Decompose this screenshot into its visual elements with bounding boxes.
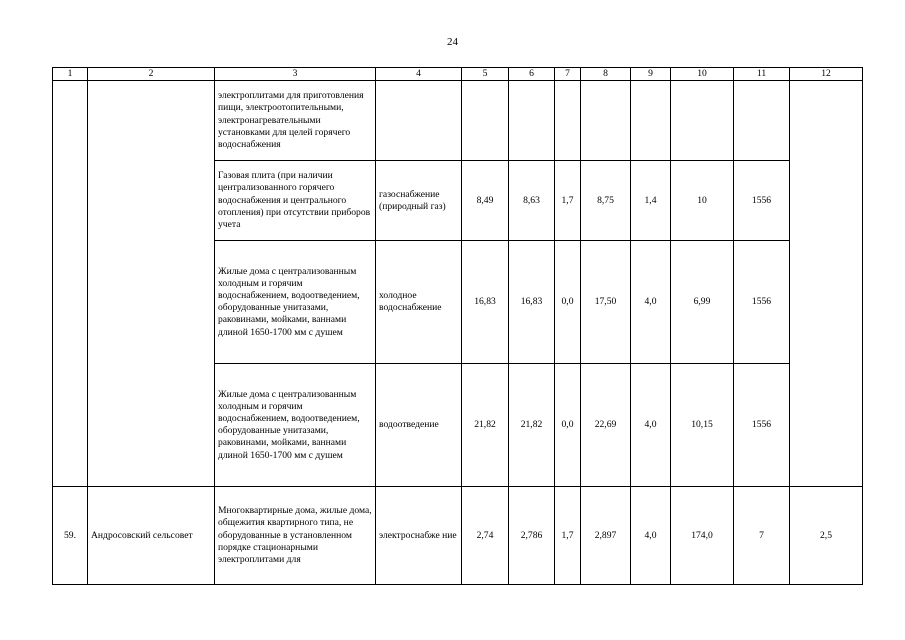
- table-row: [53, 81, 863, 161]
- header-cell: 11: [734, 68, 790, 81]
- resource-cell: холодное водоснабжение: [376, 241, 462, 364]
- value-cell: 22,69: [581, 364, 631, 487]
- value-cell: 4,0: [631, 487, 671, 585]
- header-cell: 5: [462, 68, 509, 81]
- header-cell: 8: [581, 68, 631, 81]
- value-cell: 21,82: [509, 364, 555, 487]
- value-cell: 1,7: [555, 161, 581, 241]
- value-cell: [581, 81, 631, 161]
- value-cell: 2,74: [462, 487, 509, 585]
- header-cell: 12: [790, 68, 863, 81]
- table-row: [53, 487, 863, 585]
- value-cell: 2,5: [790, 487, 863, 585]
- resource-cell: [376, 81, 462, 161]
- value-cell: 1556: [734, 241, 790, 364]
- description-cell: Многоквартирные дома, жилые дома, общежития квартирного типа, не оборудованные в установленном порядке стационарными электроплитами для: [215, 487, 376, 585]
- value-cell: [671, 81, 734, 161]
- settlement-cell: Андросовский сельсовет: [88, 487, 215, 585]
- header-cell: 4: [376, 68, 462, 81]
- header-cell: 2: [88, 68, 215, 81]
- header-cell: 3: [215, 68, 376, 81]
- value-cell: 16,83: [509, 241, 555, 364]
- header-cell: 10: [671, 68, 734, 81]
- value-cell: 17,50: [581, 241, 631, 364]
- value-cell: 21,82: [462, 364, 509, 487]
- value-cell: 10: [671, 161, 734, 241]
- page-number: 24: [447, 36, 458, 48]
- header-cell: 6: [509, 68, 555, 81]
- value-cell: 174,0: [671, 487, 734, 585]
- value-cell: [631, 81, 671, 161]
- value-cell: 8,63: [509, 161, 555, 241]
- value-cell: 4,0: [631, 364, 671, 487]
- value-cell: [790, 81, 863, 487]
- header-cell: 9: [631, 68, 671, 81]
- value-cell: 6,99: [671, 241, 734, 364]
- value-cell: 2,786: [509, 487, 555, 585]
- description-cell: Газовая плита (при наличии централизованного горячего водоснабжения и центрального отопления) при отсутствии приборов учета: [215, 161, 376, 241]
- value-cell: 10,15: [671, 364, 734, 487]
- value-cell: 16,83: [462, 241, 509, 364]
- resource-cell: газоснабжение (природный газ): [376, 161, 462, 241]
- value-cell: [734, 81, 790, 161]
- value-cell: 8,75: [581, 161, 631, 241]
- description-cell: Жилые дома с централизованным холодным и горячим водоснабжением, водоотведением, оборудованные унитазами, раковинами, мойками, ваннами длиной 1650-1700 мм с душем: [215, 241, 376, 364]
- row-number-cell: [53, 81, 88, 487]
- header-row: [53, 68, 863, 81]
- value-cell: 1,7: [555, 487, 581, 585]
- resource-cell: электроснабже ние: [376, 487, 462, 585]
- description-cell: Жилые дома с централизованным холодным и горячим водоснабжением, водоотведением, оборудованные унитазами, раковинами, мойками, ваннами длиной 1650-1700 мм с душем: [215, 364, 376, 487]
- tariff-table: [52, 67, 863, 585]
- value-cell: 8,49: [462, 161, 509, 241]
- header-cell: 1: [53, 68, 88, 81]
- row-number-cell: 59.: [53, 487, 88, 585]
- header-cell: 7: [555, 68, 581, 81]
- value-cell: [462, 81, 509, 161]
- value-cell: 4,0: [631, 241, 671, 364]
- description-cell: электроплитами для приготовления пищи, электроотопительными, электронагревательными установками для целей горячего водоснабжения: [215, 81, 376, 161]
- value-cell: 7: [734, 487, 790, 585]
- value-cell: 1556: [734, 364, 790, 487]
- value-cell: 1,4: [631, 161, 671, 241]
- value-cell: 0,0: [555, 364, 581, 487]
- value-cell: 2,897: [581, 487, 631, 585]
- value-cell: 1556: [734, 161, 790, 241]
- resource-cell: водоотведение: [376, 364, 462, 487]
- value-cell: [509, 81, 555, 161]
- value-cell: 0,0: [555, 241, 581, 364]
- value-cell: [555, 81, 581, 161]
- settlement-cell: [88, 81, 215, 487]
